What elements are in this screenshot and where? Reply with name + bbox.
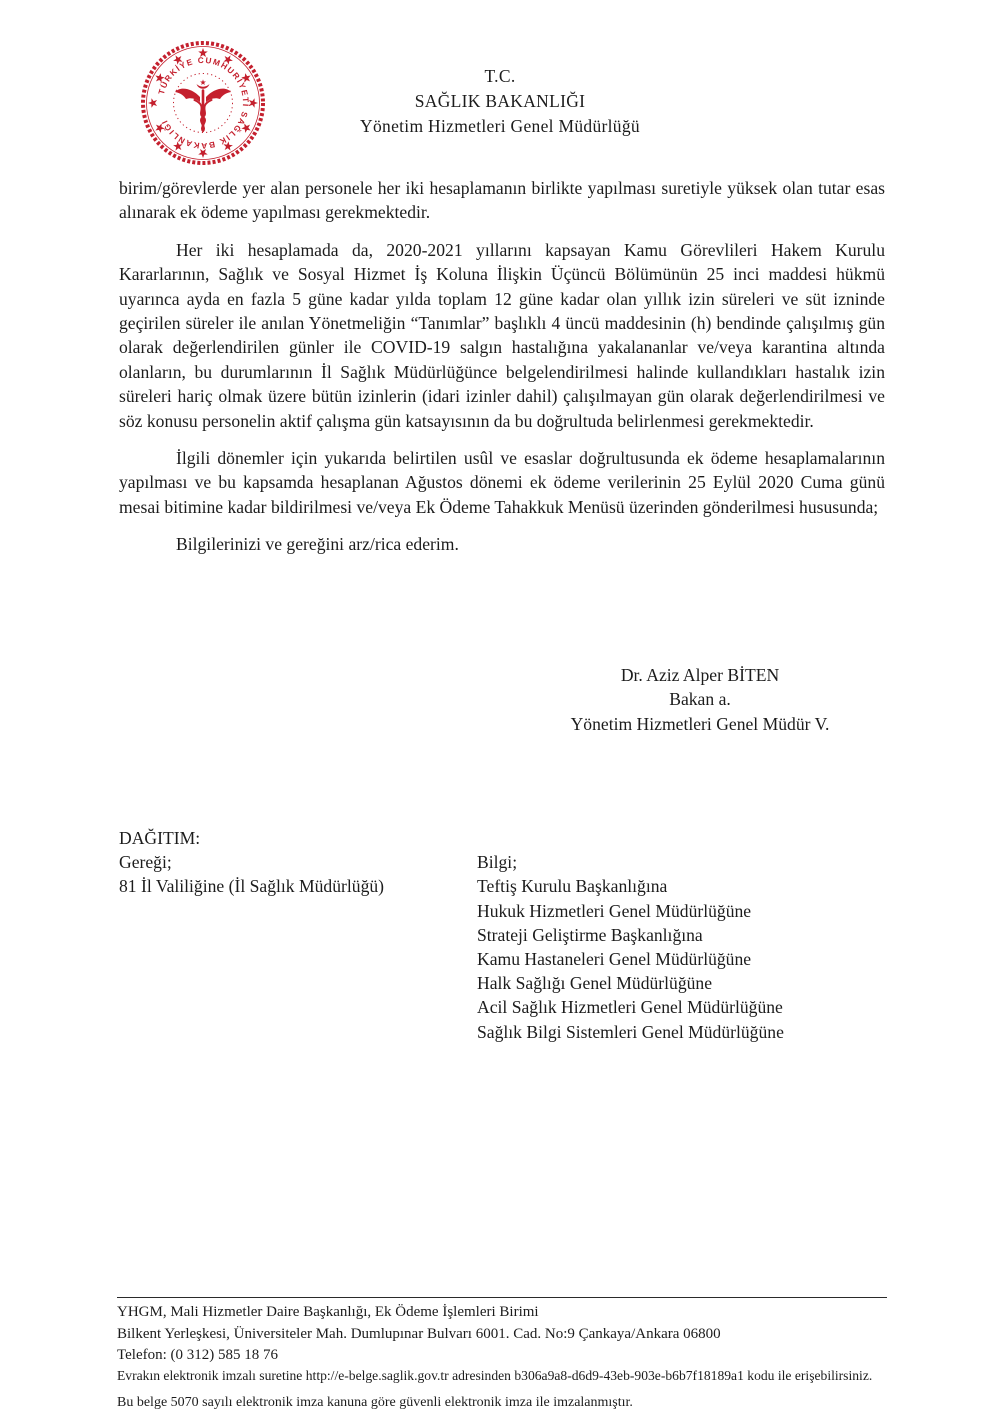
footer-everification-note: Evrakın elektronik imzalı suretine http://e-belge.saglik.gov.tr adresinden b306a9a8-d6d9-43eb-903e-b6b7f18189a1 kodu ile erişebilirsiniz. xyxy=(117,1367,873,1383)
republic-abbrev: T.C. xyxy=(484,66,516,86)
signatory-title-2: Yönetim Hizmetleri Genel Müdür V. xyxy=(570,713,830,734)
distribution-geregi-column xyxy=(119,850,477,1044)
signatory-title-1: Bakan a. xyxy=(669,689,731,710)
bilgi-item: Hukuk Hizmetleri Genel Müdürlüğüne xyxy=(477,900,752,921)
letterhead-text xyxy=(0,64,1000,139)
body-paragraph: İlgili dönemler için yukarıda belirtilen usûl ve esaslar doğrultusunda ek ödeme hesaplamalarının yapılması ve bu kapsamda hesaplanan Ağustos dönemi ek ödeme verilerinin 25 Eylül 2020 Cuma günü mesai bitimine kadar bildirilmesi ve/veya Ek Ödeme Tahakkuk Menüsü üzerinden gönderilmesi hususunda; xyxy=(119,448,885,517)
bilgi-item: Strateji Geliştirme Başkanlığına xyxy=(477,924,703,945)
directorate-name: Yönetim Hizmetleri Genel Müdürlüğü xyxy=(360,116,640,136)
bilgi-item: Sağlık Bilgi Sistemleri Genel Müdürlüğüne xyxy=(477,1021,784,1042)
footer-phone: Telefon: (0 312) 585 18 76 xyxy=(117,1347,279,1363)
bilgi-item: Teftiş Kurulu Başkanlığına xyxy=(477,876,668,897)
closing-line: Bilgilerinizi ve gereğini arz/rica ederim. xyxy=(176,534,459,555)
footer-address: Bilkent Yerleşkesi, Üniversiteler Mah. Dumlupınar Bulvarı 6001. Cad. No:9 Çankaya/Ankara 06800 xyxy=(117,1325,721,1342)
bilgi-item: Kamu Hastaneleri Genel Müdürlüğüne xyxy=(477,949,752,970)
seal-text: TÜRKİYE CUMHURİYETİ SAĞLIK BAKANLIĞI xyxy=(156,55,251,151)
signatory-name: Dr. Aziz Alper BİTEN xyxy=(620,665,780,685)
ministry-name: SAĞLIK BAKANLIĞI xyxy=(414,91,586,111)
distribution-heading: DAĞITIM: xyxy=(119,828,201,848)
letterhead xyxy=(0,36,1000,176)
body-paragraph: birim/görevlerde yer alan personele her iki hesaplamanın birlikte yapılması suretiyle yüksek olan tutar esas alınarak ek ödeme yapılması gerekmektedir. xyxy=(119,178,885,223)
bilgi-item: Halk Sağlığı Genel Müdürlüğüne xyxy=(477,973,713,994)
geregi-label: Gereği; xyxy=(119,852,172,873)
geregi-item: 81 İl Valiliğine (İl Sağlık Müdürlüğü) xyxy=(119,876,385,897)
signature-block xyxy=(480,663,920,736)
distribution-block xyxy=(119,826,885,1044)
bilgi-label: Bilgi; xyxy=(477,852,518,873)
distribution-bilgi-column xyxy=(477,850,885,1044)
footer-esignature-note: Bu belge 5070 sayılı elektronik imza kanuna göre güvenli elektronik imza ile imzalanmıştır. xyxy=(117,1394,633,1410)
letter-body xyxy=(119,176,885,570)
bilgi-item: Acil Sağlık Hizmetleri Genel Müdürlüğüne xyxy=(477,997,783,1018)
footer-unit: YHGM, Mali Hizmetler Daire Başkanlığı, Ek Ödeme İşlemleri Birimi xyxy=(117,1304,539,1320)
footer-divider xyxy=(117,1297,887,1298)
body-paragraph: Her iki hesaplamada da, 2020-2021 yıllarını kapsayan Kamu Görevlileri Hakem Kurulu Kararlarının, Sağlık ve Sosyal Hizmet İş Koluna İlişkin Üçüncü Bölümünün 25 inci maddesi hükmü uyarınca ayda en fazla 5 güne kadar yılda toplam 12 güne kadar olan yıllık izin süreleri ve süt izninde geçirilen süreler ile anılan Yönetmeliğin “Tanımlar” başlıklı 4 üncü maddesinin (h) bendinde çalışılmış gün olarak değerlendirilen günler ile COVID-19 salgın hastalığına yakalananlar ve/veya karantina altında olanların, bu durumlarının İl Sağlık Müdürlüğünce belgelendirilmesi halinde kullandıkları hastalık izin süreleri hariç olmak üzere bütün izinlerin (idari izinler dahil) çalışılmayan gün olarak değerlendirilmesi ve söz konusu personelin aktif çalışma gün katsayısının da bu doğrultuda belirlenmesi gerekmektedir. xyxy=(119,239,885,431)
page-footer xyxy=(117,1297,917,1412)
